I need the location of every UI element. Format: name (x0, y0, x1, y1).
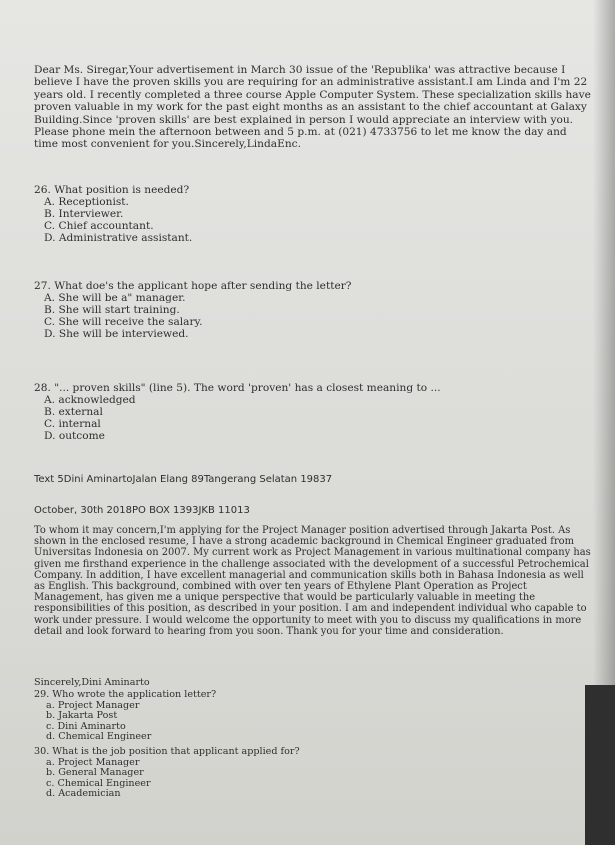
question-26-option-d: D. Administrative assistant. (44, 232, 193, 244)
question-27-option-d: D. She will be interviewed. (44, 328, 189, 340)
letter-linda-text: Dear Ms. Siregar,Your advertisement in March 30 issue of the 'Republika' was attractive because I believe I have the proven skills you are requiring for an administrative assistant.I am Linda and I'm 22 years old. I recently completed a three course Apple Computer System. These specialization skills have proven valuable in my work for the past eight months as an assistant to the chief accountant at Galaxy Building.Since 'proven skills' are best explained in person I would appreciate an interview with you. Please phone mein the afternoon between and 5 p.m. at (021) 4733756 to let me know the day and time most convenient for you.Sincerely,LindaEnc. (34, 64, 591, 151)
question-27-option-b: B. She will start training. (44, 304, 180, 316)
question-30 (34, 747, 594, 800)
question-27-stem: 27. What doe's the applicant hope after sending the letter? (34, 280, 352, 292)
question-29-stem: 29. Who wrote the application letter? (34, 689, 217, 700)
question-28 (34, 382, 594, 442)
question-27-option-a: A. She will be a" manager. (44, 292, 186, 304)
question-30-option-b: b. General Manager (46, 767, 144, 779)
question-30-option-d: d. Academician (46, 788, 121, 800)
question-29-option-a: a. Project Manager (46, 699, 140, 711)
question-29-option-c: c. Dini Aminarto (46, 720, 126, 732)
letter-dini-closing: Sincerely,Dini Aminarto (34, 677, 150, 688)
letter-dini-body: To whom it may concern,I'm applying for the Project Manager position advertised through Jakarta Post. As shown in the enclosed resume, I have a strong academic background in Chemical Engineer graduated from Universitas Indonesia on 2007. My current work as Project Management in various multinational company has given me firsthand experience in the challenge associated with the development of a successful Petrochemical Company. In addition, I have excellent managerial and communication skills both in Bahasa Indonesia as well as English. This background, combined with over ten years of Ethylene Plant Operation as Project Management, has given me a unique perspective that would be particularly valuable in meeting the responsibilities of this position, as described in your position. I am and independent individual who capable to work under pressure. I would welcome the opportunity to meet with you to discuss my qualifications in more detail and look forward to hearing from you soon. Thank you for your time and consideration. (34, 525, 591, 637)
question-29-option-b: b. Jakarta Post (46, 710, 118, 722)
letter-dini-header: Text 5Dini AminartoJalan Elang 89Tangerang Selatan 19837 (34, 474, 333, 485)
background-corner (585, 685, 615, 845)
question-30-option-c: c. Chemical Engineer (46, 777, 151, 789)
question-29 (34, 690, 594, 743)
question-30-option-a: a. Project Manager (46, 756, 140, 768)
question-28-option-b: B. external (44, 406, 103, 418)
question-28-stem: 28. "... proven skills" (line 5). The word 'proven' has a closest meaning to ... (34, 382, 441, 394)
question-26-option-c: C. Chief accountant. (44, 220, 154, 232)
question-30-stem: 30. What is the job position that applicant applied for? (34, 746, 300, 757)
question-28-option-a: A. acknowledged (44, 394, 136, 406)
letter-dini-date: October, 30th 2018PO BOX 1393JKB 11013 (34, 505, 250, 516)
question-29-option-d: d. Chemical Engineer (46, 731, 152, 743)
question-28-option-c: C. internal (44, 418, 101, 430)
question-27 (34, 280, 594, 340)
question-26-stem: 26. What position is needed? (34, 184, 190, 196)
question-27-option-c: C. She will receive the salary. (44, 316, 203, 328)
question-26-option-b: B. Interviewer. (44, 208, 124, 220)
question-26-option-a: A. Receptionist. (44, 196, 129, 208)
question-26 (34, 184, 594, 244)
question-28-option-d: D. outcome (44, 430, 105, 442)
